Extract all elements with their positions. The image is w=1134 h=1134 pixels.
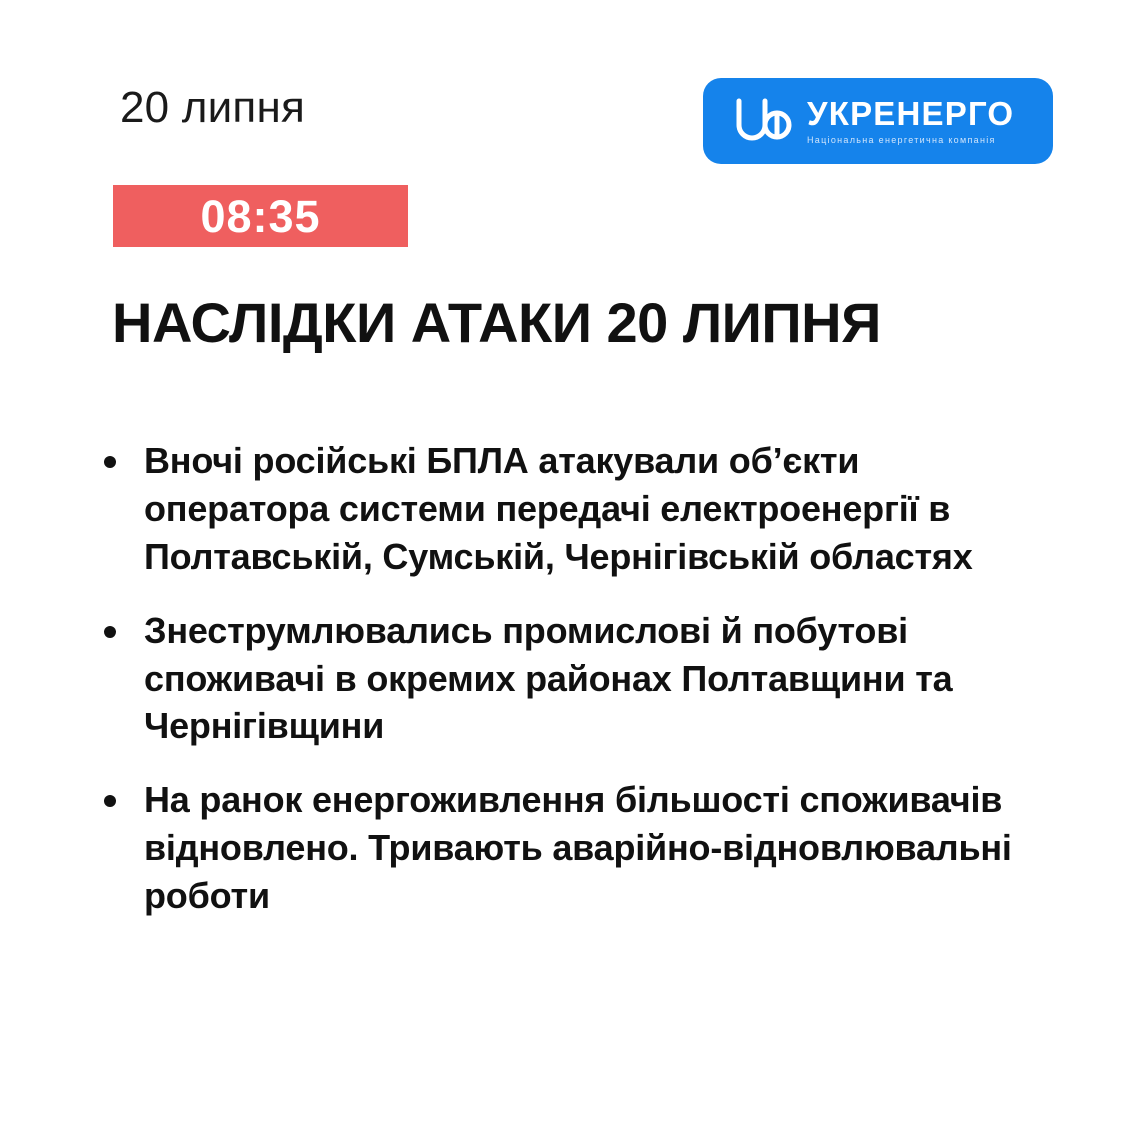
logo-tagline: Національна енергетична компанія bbox=[807, 135, 996, 146]
bullet-list bbox=[104, 437, 1044, 946]
date-label: 20 липня bbox=[120, 83, 305, 132]
list-item bbox=[104, 607, 1044, 751]
list-item-text: Знеструмлювались промислові й побутові споживачі в окремих районах Полтавщини та Чернігівщини bbox=[144, 609, 953, 747]
ukrenergo-loop-icon bbox=[731, 95, 793, 147]
time-badge bbox=[113, 185, 408, 247]
page-title: НАСЛІДКИ АТАКИ 20 ЛИПНЯ bbox=[112, 291, 881, 354]
list-item-text: Вночі російські БПЛА атакували об’єкти оператора системи передачі електроенергії в Полтавській, Сумській, Чернігівській областях bbox=[144, 440, 973, 577]
list-item bbox=[104, 776, 1044, 920]
logo-company-name: УКРЕНЕРГО bbox=[807, 94, 1015, 132]
list-item bbox=[104, 437, 1044, 581]
list-item-text: На ранок енергоживлення більшості споживачів відновлено. Тривають аварійно-відновлювальні роботи bbox=[144, 779, 1012, 916]
logo-text-block bbox=[807, 94, 1015, 146]
bullet-dot-icon bbox=[104, 795, 116, 807]
time-badge-label: 08:35 bbox=[200, 190, 321, 242]
ukrenergo-logo-badge bbox=[703, 78, 1053, 164]
bullet-dot-icon bbox=[104, 456, 116, 468]
bullet-dot-icon bbox=[104, 626, 116, 638]
card-header bbox=[0, 78, 1134, 170]
